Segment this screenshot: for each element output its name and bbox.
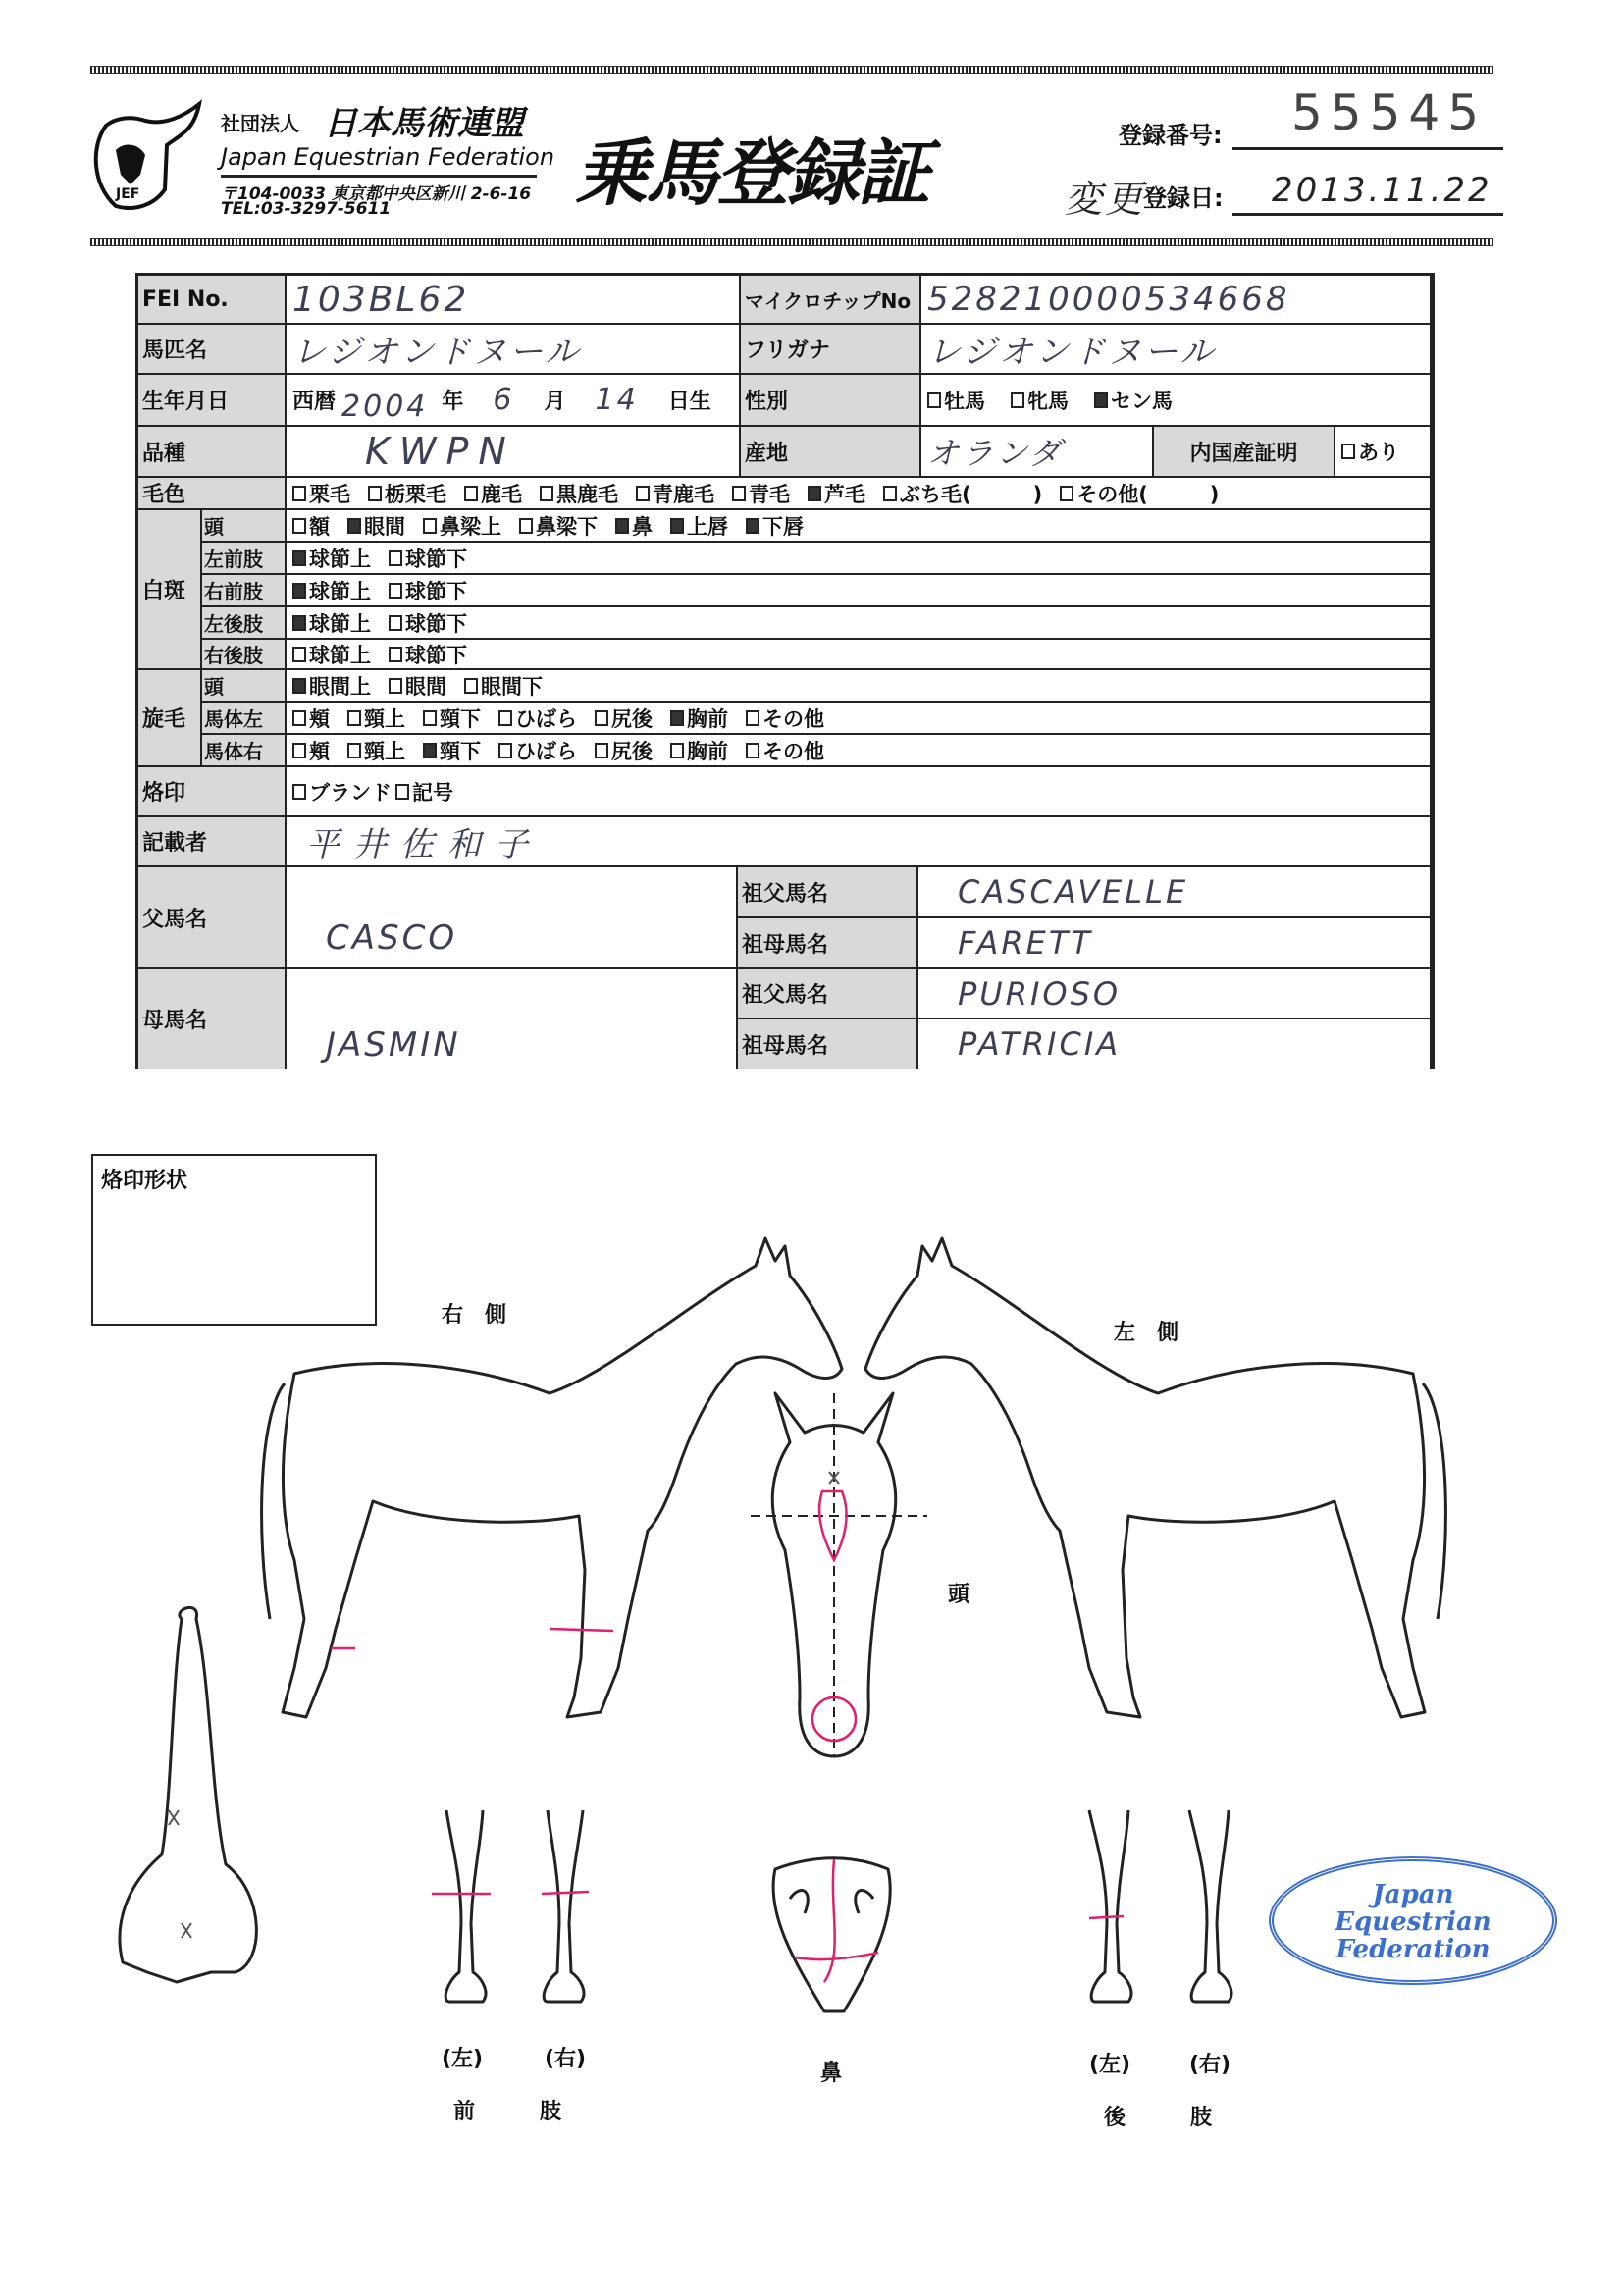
sire-label: 父馬名 [138, 867, 287, 969]
option-label: 頬 [309, 739, 330, 763]
front-legs-drawing [445, 1810, 584, 2002]
dam-label: 母馬名 [138, 969, 287, 1069]
horse-left-side-drawing [865, 1238, 1445, 1717]
option-label: 記号 [412, 780, 453, 805]
fei-label: FEI No. [138, 276, 287, 325]
hind-left-label: (左) [1089, 2053, 1131, 2077]
hind-legs-drawing [1089, 1810, 1231, 2002]
left-side-label: 左 側 [1114, 1321, 1179, 1345]
domestic-label: 内国産証明 [1154, 427, 1335, 478]
option-label: その他( ) [1076, 482, 1220, 506]
option-label: 尻後 [611, 706, 653, 731]
option-label: 球節下 [405, 611, 467, 636]
sire-sire-label: 祖父馬名 [738, 867, 918, 918]
brand-label: 烙印 [138, 767, 287, 817]
birth-era: 西暦 [292, 390, 337, 414]
dam-value: JASMIN [287, 969, 738, 1069]
birth-day: 14 [595, 383, 639, 417]
option-label: あり [1358, 441, 1399, 464]
white-row-label: 左前肢 [202, 543, 287, 575]
org-name-ja: 日本馬術連盟 [324, 104, 524, 143]
option-label: ひばら [515, 739, 577, 763]
white-label: 白斑 [138, 510, 202, 670]
writer-label: 記載者 [138, 817, 287, 867]
option-label: 青毛 [749, 482, 790, 506]
white-row-label: 右前肢 [202, 575, 287, 607]
month-unit: 月 [544, 390, 566, 414]
birth-month: 6 [493, 383, 515, 417]
option-label: 頸上 [364, 739, 405, 763]
option-label: 頸下 [440, 706, 481, 731]
white-row-label: 頭 [202, 510, 287, 543]
option-label: 青鹿毛 [653, 482, 714, 506]
whorl-row-label: 馬体左 [202, 703, 287, 735]
head-label: 頭 [948, 1583, 970, 1607]
option-label: 鹿毛 [481, 482, 522, 506]
sire-sire-value: CASCAVELLE [918, 867, 1432, 918]
option-label: 頸下 [440, 739, 481, 763]
nose-label: 鼻 [820, 2061, 843, 2086]
fei-value: 103BL62 [287, 276, 741, 325]
breed-value: KWPN [287, 427, 741, 478]
page-title: 乗馬登録証 [575, 131, 928, 216]
right-side-label: 右 側 [442, 1303, 507, 1328]
option-label: その他 [762, 739, 824, 763]
breed-label: 品種 [138, 427, 287, 478]
option-label: 下唇 [762, 514, 804, 539]
kana-value: レジオンドヌール [921, 325, 1432, 375]
coat-label: 毛色 [138, 478, 287, 510]
option-label: 眼間 [405, 674, 446, 699]
org-type: 社団法人 [221, 112, 299, 135]
neck-back-view-drawing [120, 1607, 256, 1982]
logo-text: JEF [116, 186, 140, 202]
whorl-row-label: 馬体右 [202, 735, 287, 767]
jef-stamp [1269, 1856, 1557, 1985]
sire-dam-label: 祖母馬名 [738, 918, 918, 969]
birth-label: 生年月日 [138, 375, 287, 427]
option-label: 球節上 [309, 643, 371, 667]
dam-sire-label: 祖父馬名 [738, 969, 918, 1019]
hind-legs-label: 後 肢 [1104, 2106, 1213, 2130]
option-label: 鼻 [632, 514, 653, 539]
option-label: 鼻梁下 [536, 514, 598, 539]
dam-dam-value: PATRICIA [918, 1019, 1432, 1069]
option-label: 眼間上 [309, 674, 371, 699]
option-label: 球節上 [309, 547, 371, 571]
option-label: 牝馬 [1027, 389, 1069, 413]
option-label: 球節上 [309, 611, 371, 636]
reg-date-label: 登録日: [1143, 184, 1224, 212]
whorl-marks [169, 1472, 839, 1938]
whorl-row-label: 頭 [202, 670, 287, 703]
sire-dam-value: FARETT [918, 918, 1432, 969]
reg-no-label: 登録番号: [1119, 122, 1223, 149]
option-label: 胸前 [687, 739, 728, 763]
origin-label: 産地 [741, 427, 921, 478]
nose-drawing [773, 1858, 890, 2011]
org-address: 〒104-0033 東京都中央区新川 2-6-16 [221, 184, 532, 204]
option-label: 球節下 [405, 547, 467, 571]
white-row-label: 左後肢 [202, 607, 287, 640]
year-unit: 年 [442, 390, 464, 414]
option-label: 上唇 [687, 514, 728, 539]
org-tel: TEL:03-3297-5611 [221, 199, 392, 219]
horse-right-side-drawing [262, 1238, 842, 1717]
reg-no-value: 55545 [1291, 84, 1488, 141]
front-legs-label: 前 肢 [453, 2100, 562, 2124]
option-label: 眼間 [364, 514, 405, 539]
hind-right-label: (右) [1189, 2053, 1231, 2077]
dam-dam-label: 祖母馬名 [738, 1019, 918, 1069]
white-row-label: 右後肢 [202, 640, 287, 670]
option-label: 球節上 [309, 579, 371, 603]
option-label: その他 [762, 706, 824, 731]
sire-value: CASCO [287, 867, 738, 969]
writer-value: 平井佐和子 [287, 817, 1432, 867]
option-label: 尻後 [611, 739, 653, 763]
option-label: ひばら [515, 706, 577, 731]
option-label: 球節下 [405, 643, 467, 667]
birth-year: 2004 [341, 390, 429, 424]
org-name-en: Japan Equestrian Federation [221, 143, 555, 171]
option-label: 芦毛 [824, 482, 865, 506]
option-label: 牡馬 [944, 389, 985, 413]
sex-label: 性別 [741, 375, 921, 427]
day-unit: 日生 [667, 390, 711, 414]
front-right-label: (右) [545, 2047, 587, 2071]
option-label: 球節下 [405, 579, 467, 603]
marking-annotations [331, 1491, 1124, 1982]
option-label: 栗毛 [309, 482, 350, 506]
option-label: 栃栗毛 [385, 482, 446, 506]
option-label: 胸前 [687, 706, 728, 731]
option-label: 頬 [309, 706, 330, 731]
stamp-text: Japan Equestrian Federation [1335, 1880, 1492, 1964]
change-note: 変更 [1065, 178, 1146, 221]
brand-shape-label: 烙印形状 [101, 1169, 188, 1193]
kana-label: フリガナ [741, 325, 921, 375]
head-front-drawing [751, 1393, 927, 1756]
option-label: 黒鹿毛 [556, 482, 618, 506]
origin-value: オランダ [921, 427, 1154, 478]
option-label: ぶち毛( ) [900, 482, 1043, 506]
option-label: 頸上 [364, 706, 405, 731]
whorl-label: 旋毛 [138, 670, 202, 767]
option-label: 鼻梁上 [440, 514, 501, 539]
option-label: ブランド [309, 780, 392, 805]
name-label: 馬匹名 [138, 325, 287, 375]
chip-label: マイクロチップNo [741, 276, 921, 325]
front-left-label: (左) [442, 2047, 484, 2071]
chip-value: 528210000534668 [921, 276, 1432, 325]
option-label: 眼間下 [481, 674, 543, 699]
dam-sire-value: PURIOSO [918, 969, 1432, 1019]
reg-date-value: 2013.11.22 [1272, 171, 1492, 210]
name-value: レジオンドヌール [287, 325, 741, 375]
option-label: 額 [309, 514, 330, 539]
option-label: セン馬 [1111, 389, 1173, 413]
